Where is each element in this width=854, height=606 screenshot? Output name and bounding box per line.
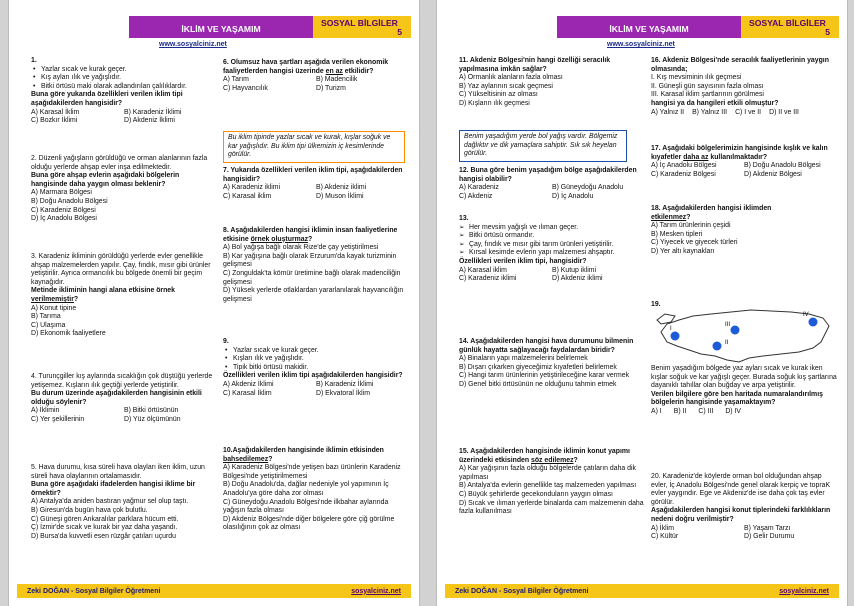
bullet-item: • Kış ayları ılık ve yağışlıdır. xyxy=(31,74,217,83)
question-stem xyxy=(459,448,645,465)
roman-item: I. Kış mevsiminin ılık geçmesi xyxy=(651,74,742,82)
stem-part: Metinde ikliminin hangi alana etkisine örnek xyxy=(31,287,175,295)
option[interactable]: B) Yaz aylarının sıcak geçmesi xyxy=(459,82,553,90)
stem-part: ? xyxy=(73,295,79,303)
region-label: I xyxy=(670,326,672,332)
option[interactable]: C) Karadeniz Bölgesi xyxy=(31,206,96,214)
question-stem: Bu durum üzerinde aşağıdakilerden hangisinin etkili olduğu söylenir? xyxy=(31,390,202,406)
option[interactable]: D) Akdeniz İklimi xyxy=(124,117,175,125)
region-label: II xyxy=(725,340,729,346)
option[interactable]: B) Doğu Anadolu Bölgesi xyxy=(744,162,821,170)
question-stem: 14. Aşağıdakilerden hangisi hava durumunu bilmenin günlük hayatta sağlayacağı faydalardan biridir? xyxy=(459,338,634,354)
stem-part: 18. Aşağıdakilerden hangisi iklimden xyxy=(651,205,772,212)
site-link[interactable]: www.sosyalciniz.net xyxy=(159,41,227,48)
option[interactable]: D) Ekonomik faaliyetlere xyxy=(31,330,106,338)
option[interactable]: C) Hayvancılık xyxy=(223,84,268,92)
option[interactable]: A) Bol yağışa bağlı olarak Rize'de çay yetiştirilmesi xyxy=(223,244,379,252)
option[interactable]: B) Yaşam Tarzı xyxy=(744,524,791,532)
option[interactable]: D) Akdeniz Bölgesi'nde diğer bölgelere göre çiğ görülme olasılığının çok az olması xyxy=(223,515,395,532)
option[interactable]: A) Binaların yapı malzemelerini belirlemek xyxy=(459,355,588,363)
option[interactable]: D) Sıcak ve ılıman yerlerde binalarda cam malzemenin daha fazla kullanılması xyxy=(459,499,644,516)
option[interactable]: A) Akdeniz İklimi xyxy=(223,380,274,388)
option[interactable]: A) İklim xyxy=(651,524,674,532)
stem-part: 10.Aşağıdakilerden hangisinde iklimin etkisinden xyxy=(223,447,384,454)
question-16 xyxy=(651,57,837,117)
turkey-regions-map xyxy=(653,302,833,366)
option[interactable]: B) Antalya'da evlerin genellikle taş malzemeden yapılması xyxy=(459,482,637,490)
option[interactable]: D) Genel bitki örtüsünün ne olduğunu tahmin etmek xyxy=(459,380,617,388)
stem-part: kullanılmaktadır? xyxy=(710,153,768,161)
bullet-item: • Yazlar sıcak ve kurak geçer. xyxy=(31,66,217,75)
option[interactable]: D) Yüz ölçümünün xyxy=(124,415,181,423)
question-19-body xyxy=(651,365,837,417)
bullet-item: • Yazlar sıcak ve kurak geçer. xyxy=(223,347,409,356)
bullet-item: ➢ Çay, fındık ve mısır gibi tarım ürünleri yetiştirilir. xyxy=(459,241,645,250)
option[interactable]: C) Büyük şehirlerde gecekonduların yaygın olması xyxy=(459,490,613,498)
question-9 xyxy=(223,338,409,398)
page-header xyxy=(557,16,839,38)
stem-emphasis: daha az xyxy=(683,153,709,161)
region-label: IV xyxy=(803,312,809,318)
question-text: 2. Düzenli yağışların görüldüğü ve orman alanlarının fazla olduğu yerlerde ahşap evler inşa edilmektedir. xyxy=(31,155,208,171)
question-stem xyxy=(651,205,837,222)
region-marker-i xyxy=(671,332,680,341)
option[interactable]: C) Güneşi gören Ankaralılar parklara hücum etti. xyxy=(31,515,179,523)
option[interactable]: D) Ekvatoral İklim xyxy=(316,389,370,397)
header-subject-box xyxy=(741,16,839,38)
question-stem xyxy=(223,447,409,464)
bullet-item: • Kışları ılık ve yağışlıdır. xyxy=(223,355,409,364)
question-stem: hangisi ya da hangileri etkili olmuştur? xyxy=(651,99,779,107)
question-6 xyxy=(223,59,409,93)
question-text: 5. Hava durumu, kısa süreli hava olayları iken iklim, uzun süreli hava olaylarının ortalamasıdır. xyxy=(31,464,205,480)
question-text: Benim yaşadığım bölgede yaz ayları sıcak ve kurak iken kışlar soğuk ve kar yağışlı geçer. Burada soğuk kış şartlarına dayanıklı tahıllar olan buğday ve arpa yetiştirilir. xyxy=(651,365,837,390)
option[interactable]: C) Bozkır İklimi xyxy=(31,117,78,125)
roman-item: II. Güneşli gün sayısının fazla olması xyxy=(651,82,764,90)
bullet-item: ➢ Kırsal kesimde evlerin yapı malzemesi ahşaptır. xyxy=(459,249,645,258)
option[interactable]: B) Karadeniz İklimi xyxy=(316,380,374,388)
option[interactable]: C) III xyxy=(698,407,714,415)
question-stem xyxy=(31,287,217,304)
stem-part: ? xyxy=(308,235,313,243)
question-stem: Özellikleri verilen iklim tipi, hangisidir? xyxy=(459,257,587,265)
bullet-item: • Tipik bitki örtüsü makidir. xyxy=(223,364,409,373)
option[interactable]: A) Karasal İklim xyxy=(31,108,80,116)
option[interactable]: B) Kutup iklimi xyxy=(552,266,597,274)
info-box-orange: Bu iklim tipinde yazlar sıcak ve kurak, kışlar soğuk ve kar yağışlıdır. Bu iklim tipi ülkemizin iç kesimlerinde görülür. xyxy=(223,131,405,163)
question-7 xyxy=(223,167,409,201)
site-link[interactable]: www.sosyalciniz.net xyxy=(607,41,675,48)
question-15 xyxy=(459,448,645,517)
question-stem: 12. Buna göre benim yaşadığım bölge aşağıdakilerden hangisi olabilir? xyxy=(459,167,637,183)
option[interactable]: C) Yer şekillerinin xyxy=(31,415,85,423)
option[interactable]: D) Yer altı kaynakları xyxy=(651,247,715,255)
footer-author: Zeki DOĞAN - Sosyal Bilgiler Öğretmeni xyxy=(27,587,161,595)
option[interactable]: B) Karadeniz İklimi xyxy=(124,108,182,116)
option[interactable]: C) I ve II xyxy=(735,108,762,116)
option[interactable]: C) Karadeniz Bölgesi xyxy=(651,170,716,178)
option[interactable]: A) Antalya'da aniden bastıran yağmur sel olup taştı. xyxy=(31,498,189,506)
question-stem: Özellikleri verilen iklim tipi aşağıdakilerden hangisidir? xyxy=(223,372,403,380)
option[interactable]: B) Dışarı çıkarken giyeceğimiz kıyafetleri belirlemek xyxy=(459,363,617,371)
option[interactable]: Ç) İzmir'de sıcak ve kurak bir yaz daha yaşandı. xyxy=(31,524,178,532)
option[interactable]: D) Yüksek yerlerde otlaklardan yararlanılarak hayvancılığın gelişmesi xyxy=(223,287,404,303)
stem-part: ? xyxy=(573,456,578,464)
question-8 xyxy=(223,227,409,304)
question-stem: Aşağıdakilerden hangisi konut tiplerindeki farklılıkların nedeni doğru verilmiştir? xyxy=(651,507,831,523)
option[interactable]: D) Akdeniz iklimi xyxy=(552,275,603,283)
bullet-item: ➢ Her mevsim yağışlı ve ılıman geçer. xyxy=(459,224,645,233)
option[interactable]: B) II xyxy=(673,407,687,415)
page-footer xyxy=(445,584,839,598)
option[interactable]: A) Kar yağışının fazla olduğu bölgelerde çatıların daha dik yapılması xyxy=(459,465,636,481)
question-10 xyxy=(223,447,409,533)
option[interactable]: B) Akdeniz iklimi xyxy=(316,184,367,192)
question-17 xyxy=(651,145,837,179)
stem-part: 6. Olumsuz hava şartları aşağıda verilen ekonomik faaliyetlerden hangisi üzerinde xyxy=(223,59,389,75)
option[interactable]: A) Ormanlık alanların fazla olması xyxy=(459,74,563,82)
option[interactable]: B) Doğu Anadolu Bölgesi xyxy=(31,197,108,205)
question-13 xyxy=(459,215,645,284)
page-header xyxy=(129,16,411,38)
stem-part: ? xyxy=(268,455,273,463)
question-11 xyxy=(459,57,645,109)
option[interactable]: A) Konut tipine xyxy=(31,304,77,312)
stem-emphasis: etkilenmez xyxy=(651,213,687,221)
question-stem: Buna göre yukarıda özellikleri verilen iklim tipi aşağıdakilerden hangisidir? xyxy=(31,91,183,107)
option[interactable]: C) Akdeniz xyxy=(459,192,493,200)
option[interactable]: C) Yükseltisinin az olması xyxy=(459,91,538,99)
question-number: 1. xyxy=(31,57,37,64)
question-number: 9. xyxy=(223,338,229,345)
question-stem xyxy=(223,227,409,244)
option[interactable]: C) Karasal İklim xyxy=(223,389,272,397)
question-14 xyxy=(459,338,645,390)
option[interactable]: B) Giresun'da bugün hava çok bulutlu. xyxy=(31,506,148,514)
header-subject: SOSYAL BİLGİLER xyxy=(749,18,826,28)
question-number: 19. xyxy=(651,301,661,308)
question-text: 20. Karadeniz'de köylerde orman bol olduğundan ahşap evler, İç Anadolu Bölgesi'nde genel olarak kerpiç ve topraK evler yaygındır. Ege ve Akdeniz'de ise daha çok taş evler görülür. xyxy=(651,473,831,506)
stem-emphasis: bahsedilemez xyxy=(223,455,269,463)
header-page-number: 5 xyxy=(397,27,402,37)
header-subject-box xyxy=(313,16,411,38)
option[interactable]: D) Gelir Durumu xyxy=(744,533,795,541)
option[interactable]: C) Karadeniz iklimi xyxy=(459,275,517,283)
left-page xyxy=(8,0,420,606)
header-page-number: 5 xyxy=(825,27,830,37)
stem-part: 15. Aşağıdakilerden hangisinde iklimin konut yapımı üzerindeki etkisinden xyxy=(459,448,630,464)
option[interactable]: C) Yiyecek ve giyecek türleri xyxy=(651,239,738,247)
question-stem xyxy=(223,59,409,76)
region-marker-iii xyxy=(731,326,740,335)
region-marker-ii xyxy=(713,342,722,351)
stem-emphasis: söz edilemez xyxy=(531,456,574,464)
option[interactable]: B) Kar yağışına bağlı olarak Erzurum'da kayak turizminin gelişmesi xyxy=(223,252,397,269)
bullet-item: ➢ Bitki örtüsü ormandır. xyxy=(459,232,645,241)
question-stem: 7. Yukarıda özellikleri verilen iklim tipi, aşağıdakilerden hangisidir? xyxy=(223,167,403,183)
question-stem: Buna göre ahşap evlerin aşağıdaki bölgelerin hangisinde daha yaygın olması beklenir? xyxy=(31,172,180,188)
info-box-blue: Benim yaşadığım yerde bol yağış vardır. Bölgemiz dağlıktır ve dik yamaçlara sahiptir. Sık sık heyelan görülür. xyxy=(459,130,627,162)
right-page xyxy=(436,0,848,606)
stem-part: 17. Aşağıdaki bölgelerimizin hangisinde kışlık ve kalın kıyafetler xyxy=(651,145,828,161)
option[interactable]: A) Tarım ürünlerinin çeşidi xyxy=(651,222,731,230)
option[interactable]: B) Bitki örtüsünün xyxy=(124,407,179,415)
stem-emphasis: verilmemiştir xyxy=(31,295,74,303)
option[interactable]: C) Hangi tarım ürünlerinin yetiştirileceğine karar vermek xyxy=(459,372,630,380)
question-5 xyxy=(31,464,217,541)
roman-item: III. Karasal iklim şartlarının görülmesi xyxy=(651,91,764,99)
region-marker-iv xyxy=(809,318,818,327)
footer-site-link[interactable]: sosyalciniz.net xyxy=(779,587,829,595)
question-stem: Buna göre aşağıdaki ifadelerden hangisi iklime bir örnektir? xyxy=(31,481,196,497)
option[interactable]: C) Ulaşıma xyxy=(31,321,66,329)
option[interactable]: A) Marmara Bölgesi xyxy=(31,189,92,197)
page-footer xyxy=(17,584,411,598)
option[interactable]: A) İç Anadolu Bölgesi xyxy=(651,162,717,170)
question-3 xyxy=(31,253,217,339)
option[interactable]: D) İç Anadolu Bölgesi xyxy=(31,215,97,223)
option[interactable]: A) I xyxy=(651,407,662,415)
option[interactable]: B) Güneydoğu Anadolu xyxy=(552,184,624,192)
option[interactable]: D) İç Anadolu xyxy=(552,192,594,200)
option[interactable]: C) Kültür xyxy=(651,533,679,541)
option[interactable]: B) Mesken tipleri xyxy=(651,230,703,238)
option[interactable]: A) Karadeniz xyxy=(459,184,499,192)
option[interactable]: D) IV xyxy=(725,407,742,415)
footer-site-link[interactable]: sosyalciniz.net xyxy=(351,587,401,595)
question-stem: 11. Akdeniz Bölgesi'nin hangi özelliği seracılık yapılmasına imkân sağlar? xyxy=(459,57,611,73)
stem-part: etkilidir? xyxy=(344,67,374,75)
question-20 xyxy=(651,473,837,542)
option[interactable]: D) Kışların ılık geçmesi xyxy=(459,99,530,107)
question-stem: Verilen bilgilere göre ben haritada numaralandırılmış bölgelerin hangisinde yaşamaktayım? xyxy=(651,390,823,407)
question-text: 4. Turunçgiller kış aylarında sıcaklığın çok düştüğü yerlerde yetişemez. Kışların ılık geçtiği yerlerde yetiştirilir. xyxy=(31,373,213,389)
option[interactable]: D) II ve III xyxy=(769,108,799,116)
option[interactable]: D) Muson İklimi xyxy=(316,192,364,200)
option[interactable]: D) Turizm xyxy=(316,84,346,92)
question-number: 13. xyxy=(459,215,469,222)
question-12 xyxy=(459,167,645,201)
option[interactable]: D) Bursa'da kuvvetli esen rüzgâr çatıları uçurdu xyxy=(31,532,176,540)
option[interactable]: A) İklimin xyxy=(31,407,60,415)
option[interactable]: C) Zonguldak'ta kömür üretimine bağlı olarak madenciliğin gelişmesi xyxy=(223,269,401,286)
question-4 xyxy=(31,373,217,425)
bullet-item: • Bitki örtüsü maki olarak adlandırılan çalılıklardır. xyxy=(31,83,217,92)
stem-part: 8. Aşağıdakilerden hangisi iklimin insan faaliyetlerine etkisine xyxy=(223,227,398,243)
stem-emphasis: en az xyxy=(325,67,343,75)
option[interactable]: A) Tarım xyxy=(223,76,249,84)
footer-author: Zeki DOĞAN - Sosyal Bilgiler Öğretmeni xyxy=(455,587,589,595)
option[interactable]: B) Yalnız III xyxy=(692,108,728,116)
header-subject: SOSYAL BİLGİLER xyxy=(321,18,398,28)
option[interactable]: B) Madencilik xyxy=(316,76,358,84)
question-1 xyxy=(31,57,217,126)
question-text: 3. Karadeniz ikliminin görüldüğü yerlerde evler genellikle ahşap malzemelerden yapılır. Çay, fındık, mısır gibi ürünler yetiştirilir. Ayrıca ormancılık bu bölgede önemli bir geçim kaynağıdır. xyxy=(31,253,211,286)
option[interactable]: A) Karadeniz Bölgesi'nde yetişen bazı ürünlerin Karadeniz Bölgesi'nde yetiştirilmemesi xyxy=(223,464,401,480)
question-stem: 16. Akdeniz Bölgesi'nde seracılık faaliyetlerinin yaygın olmasında; xyxy=(651,57,829,73)
region-label: III xyxy=(725,322,731,328)
option[interactable]: D) Akdeniz Bölgesi xyxy=(744,170,802,178)
stem-part: ? xyxy=(686,213,691,221)
option[interactable]: B) Doğu Anadolu'da, dağlar nedeniyle yol yapımının İç Anadolu'ya göre daha zor olması xyxy=(223,481,389,497)
question-2 xyxy=(31,155,217,224)
option[interactable]: C) Karasal iklim xyxy=(223,192,272,200)
question-18 xyxy=(651,205,837,257)
option[interactable]: A) Karasal iklim xyxy=(459,266,507,274)
stem-emphasis: örnek oluşturmaz xyxy=(250,235,309,243)
option[interactable]: C) Güneydoğu Anadolu Bölgesi'nde ilkbahar aylarında yağışın fazla olması xyxy=(223,498,389,515)
option[interactable]: A) Yalnız II xyxy=(651,108,685,116)
question-stem xyxy=(651,145,837,162)
header-title: İKLİM VE YAŞAMIM xyxy=(557,16,741,38)
option[interactable]: B) Tarıma xyxy=(31,313,61,321)
header-title: İKLİM VE YAŞAMIM xyxy=(129,16,313,38)
option[interactable]: A) Karadeniz iklimi xyxy=(223,184,281,192)
